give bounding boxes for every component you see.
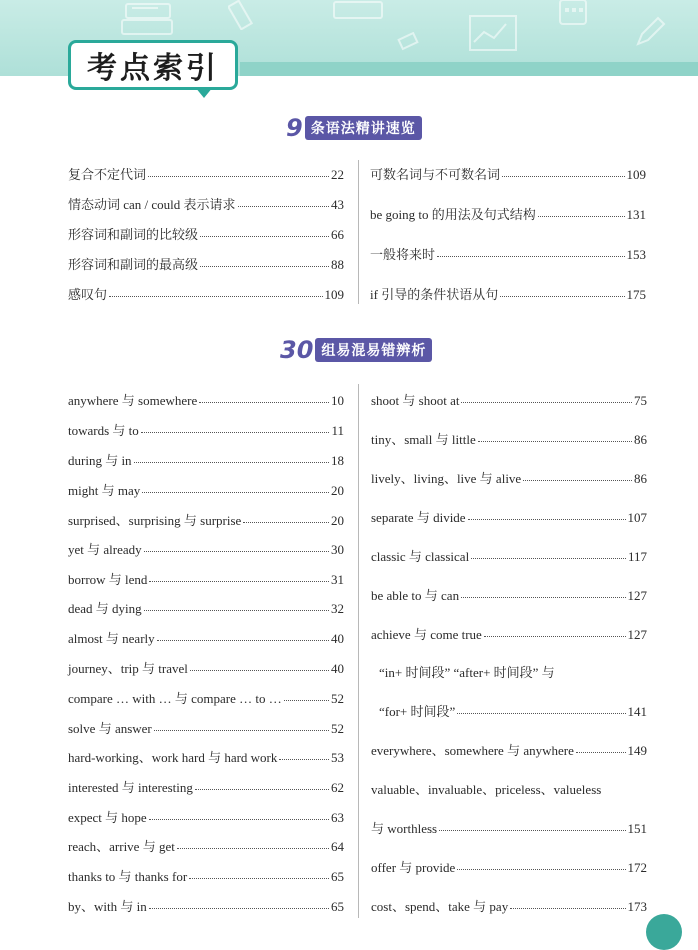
index-entry: offer 与 provide 172 [371,860,647,875]
index-entry: be able to 与 can 127 [371,588,647,603]
index-entry: towards 与 to 11 [68,423,344,438]
index-entry: 一般将来时 153 [370,247,646,262]
books-icon [330,0,390,22]
books-icon [118,0,178,40]
header-strip [240,62,698,76]
index-entry: hard-working、work hard 与 hard work 53 [68,750,344,765]
index-entry: “in+ 时间段” “after+ 时间段” 与 [379,665,555,680]
index-entry: solve 与 answer 52 [68,721,344,736]
index-entry: tiny、small 与 little 86 [371,432,647,447]
index-entry: thanks to 与 thanks for 65 [68,869,344,884]
calculator-icon [556,0,592,26]
index-entry: achieve 与 come true 127 [371,627,647,642]
ruler-icon [228,0,268,30]
confusable-divider [358,384,359,918]
index-entry: lively、living、live 与 alive 86 [371,471,647,486]
index-entry: “for+ 时间段” 141 [379,704,647,719]
page-title: 考点索引 [87,51,219,86]
index-entry: be going to 的用法及句式结构 131 [370,207,646,222]
index-entry: journey、trip 与 travel 40 [68,661,344,676]
confusable-label: 组易混易错辨析 [315,338,432,362]
index-entry: expect 与 hope 63 [68,810,344,825]
confusable-count: 30 [280,336,314,364]
grammar-divider [358,160,359,304]
page-number-badge [646,914,682,950]
index-entry: 与 worthless 151 [371,821,647,836]
pencil-icon [630,12,670,52]
index-entry: dead 与 dying 32 [68,601,344,616]
index-entry: reach、arrive 与 get 64 [68,839,344,854]
index-title-box [68,40,238,90]
confusable-section-heading [280,338,432,362]
index-entry: almost 与 nearly 40 [68,631,344,646]
index-entry: surprised、surprising 与 surprise 20 [68,513,344,528]
index-entry: 情态动词 can / could 表示请求 43 [68,197,344,212]
index-entry: classic 与 classical 117 [371,549,647,564]
grammar-section-heading [286,116,422,140]
eraser-icon [396,32,420,54]
index-entry: shoot 与 shoot at 75 [371,393,647,408]
grammar-count: 9 [286,114,303,142]
index-entry: 形容词和副词的最高级 88 [68,257,344,272]
index-entry: borrow 与 lend 31 [68,572,344,587]
index-entry: might 与 may 20 [68,483,344,498]
index-entry: valuable、invaluable、priceless、valueless [371,782,602,797]
index-entry: by、with 与 in 65 [68,899,344,914]
index-entry: separate 与 divide 107 [371,510,647,525]
grammar-label: 条语法精讲速览 [305,116,422,140]
index-entry: cost、spend、take 与 pay 173 [371,899,647,914]
index-entry: anywhere 与 somewhere 10 [68,393,344,408]
index-entry: compare … with … 与 compare … to … 52 [68,691,344,706]
index-entry: 形容词和副词的比较级 66 [68,227,344,242]
index-entry: during 与 in 18 [68,453,344,468]
index-entry: yet 与 already 30 [68,542,344,557]
index-entry: 可数名词与不可数名词 109 [370,167,646,182]
chart-icon [468,14,522,54]
index-entry: 感叹句 109 [68,287,344,302]
index-entry: if 引导的条件状语从句 175 [370,287,646,302]
index-entry: everywhere、somewhere 与 anywhere 149 [371,743,647,758]
index-entry: 复合不定代词 22 [68,167,344,182]
index-entry: interested 与 interesting 62 [68,780,344,795]
